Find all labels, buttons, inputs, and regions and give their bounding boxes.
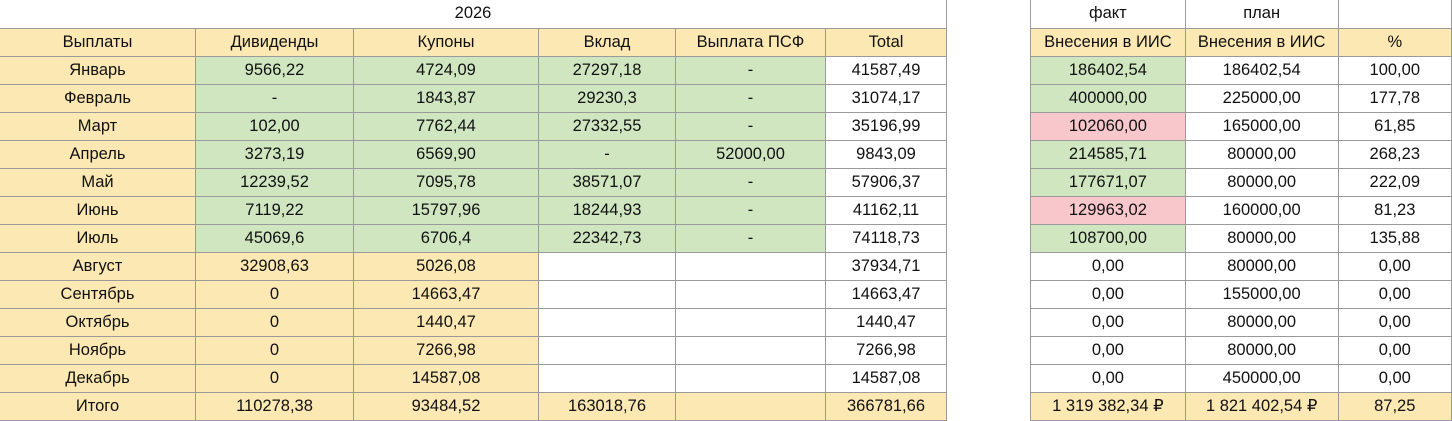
dividends-cell[interactable]: 45069,6 <box>196 224 354 252</box>
plan-iis-cell[interactable]: 155000,00 <box>1185 280 1338 308</box>
total-cell[interactable]: 41162,11 <box>826 196 947 224</box>
deposit-cell[interactable]: 38571,07 <box>539 168 676 196</box>
percent-cell[interactable]: 135,88 <box>1338 224 1451 252</box>
col-header-total[interactable]: Total <box>826 28 947 56</box>
total-cell[interactable]: 31074,17 <box>826 84 947 112</box>
fact-iis-cell[interactable]: 0,00 <box>1031 308 1186 336</box>
deposit-cell[interactable]: 29230,3 <box>539 84 676 112</box>
percent-cell[interactable]: 177,78 <box>1338 84 1451 112</box>
fact-iis-cell[interactable]: 102060,00 <box>1031 112 1186 140</box>
total-cell[interactable]: 41587,49 <box>826 56 947 84</box>
percent-cell[interactable]: 81,23 <box>1338 196 1451 224</box>
deposit-cell[interactable] <box>539 364 676 392</box>
table-row <box>0 112 947 140</box>
plan-iis-cell[interactable]: 80000,00 <box>1185 168 1338 196</box>
total-cell[interactable]: 74118,73 <box>826 224 947 252</box>
percent-cell[interactable]: 268,23 <box>1338 140 1451 168</box>
psf-cell[interactable]: - <box>676 56 826 84</box>
table-row <box>0 196 947 224</box>
deposit-cell[interactable]: 27297,18 <box>539 56 676 84</box>
table-row <box>1031 308 1452 336</box>
table-row <box>0 280 947 308</box>
percent-cell[interactable]: 0,00 <box>1338 280 1451 308</box>
table-row <box>0 56 947 84</box>
coupons-cell[interactable]: 14663,47 <box>354 280 539 308</box>
deposit-cell[interactable] <box>539 280 676 308</box>
psf-cell[interactable] <box>676 280 826 308</box>
year-header[interactable]: 2026 <box>0 0 947 28</box>
psf-cell[interactable]: - <box>676 168 826 196</box>
coupons-cell[interactable]: 7095,78 <box>354 168 539 196</box>
fact-iis-cell[interactable]: 177671,07 <box>1031 168 1186 196</box>
psf-cell[interactable]: - <box>676 112 826 140</box>
psf-cell[interactable] <box>676 336 826 364</box>
coupons-cell[interactable]: 1843,87 <box>354 84 539 112</box>
month-cell[interactable]: Февраль <box>0 84 196 112</box>
deposit-cell[interactable] <box>539 308 676 336</box>
col-header-coupons[interactable]: Купоны <box>354 28 539 56</box>
table-row <box>1031 112 1452 140</box>
deposit-cell[interactable] <box>539 336 676 364</box>
total-cell[interactable]: 35196,99 <box>826 112 947 140</box>
fact-iis-cell[interactable]: 129963,02 <box>1031 196 1186 224</box>
fact-iis-cell[interactable]: 214585,71 <box>1031 140 1186 168</box>
month-cell[interactable]: Май <box>0 168 196 196</box>
dividends-cell[interactable]: 0 <box>196 364 354 392</box>
deposit-cell[interactable]: 22342,73 <box>539 224 676 252</box>
total-cell[interactable]: 1440,47 <box>826 308 947 336</box>
table-row <box>0 252 947 280</box>
fact-iis-cell[interactable]: 108700,00 <box>1031 224 1186 252</box>
psf-cell[interactable] <box>676 308 826 336</box>
totals-percent[interactable]: 87,25 <box>1338 392 1451 420</box>
plan-iis-cell[interactable]: 225000,00 <box>1185 84 1338 112</box>
coupons-cell[interactable]: 7266,98 <box>354 336 539 364</box>
percent-cell[interactable]: 61,85 <box>1338 112 1451 140</box>
col-header-fact-iis[interactable]: Внесения в ИИС <box>1031 28 1186 56</box>
iis-contributions-table <box>1030 0 1452 421</box>
month-cell[interactable]: Июль <box>0 224 196 252</box>
month-cell[interactable]: Январь <box>0 56 196 84</box>
coupons-cell[interactable]: 6706,4 <box>354 224 539 252</box>
total-cell[interactable]: 14663,47 <box>826 280 947 308</box>
col-header-deposit[interactable]: Вклад <box>539 28 676 56</box>
dividends-cell[interactable]: 9566,22 <box>196 56 354 84</box>
table-row <box>0 140 947 168</box>
table-row <box>0 336 947 364</box>
totals-dividends[interactable]: 110278,38 <box>196 392 354 420</box>
table-row <box>1031 168 1452 196</box>
fact-iis-cell[interactable]: 186402,54 <box>1031 56 1186 84</box>
table-row <box>1031 84 1452 112</box>
table-row <box>1031 196 1452 224</box>
totals-psf[interactable] <box>676 392 826 420</box>
percent-cell[interactable]: 100,00 <box>1338 56 1451 84</box>
dividends-cell[interactable]: 102,00 <box>196 112 354 140</box>
plan-iis-cell[interactable]: 80000,00 <box>1185 140 1338 168</box>
psf-cell[interactable]: - <box>676 84 826 112</box>
coupons-cell[interactable]: 4724,09 <box>354 56 539 84</box>
plan-iis-cell[interactable]: 165000,00 <box>1185 112 1338 140</box>
month-cell[interactable]: Ноябрь <box>0 336 196 364</box>
deposit-cell[interactable] <box>539 252 676 280</box>
dividends-cell[interactable]: 7119,22 <box>196 196 354 224</box>
percent-cell[interactable]: 0,00 <box>1338 252 1451 280</box>
month-cell[interactable]: Март <box>0 112 196 140</box>
totals-deposit[interactable]: 163018,76 <box>539 392 676 420</box>
table-row <box>0 84 947 112</box>
dividends-cell[interactable]: 0 <box>196 336 354 364</box>
coupons-cell[interactable]: 15797,96 <box>354 196 539 224</box>
dividends-cell[interactable]: - <box>196 84 354 112</box>
total-cell[interactable]: 37934,71 <box>826 252 947 280</box>
table-row <box>1031 252 1452 280</box>
fact-iis-cell[interactable]: 0,00 <box>1031 280 1186 308</box>
month-cell[interactable]: Август <box>0 252 196 280</box>
plan-iis-cell[interactable]: 80000,00 <box>1185 308 1338 336</box>
table-row <box>1031 336 1452 364</box>
fact-iis-cell[interactable]: 0,00 <box>1031 336 1186 364</box>
plan-iis-cell[interactable]: 160000,00 <box>1185 196 1338 224</box>
col-header-percent[interactable]: % <box>1338 28 1451 56</box>
fact-iis-cell[interactable]: 400000,00 <box>1031 84 1186 112</box>
plan-iis-cell[interactable]: 450000,00 <box>1185 364 1338 392</box>
coupons-cell[interactable]: 1440,47 <box>354 308 539 336</box>
psf-cell[interactable] <box>676 252 826 280</box>
deposit-cell[interactable]: 27332,55 <box>539 112 676 140</box>
dividends-cell[interactable]: 0 <box>196 308 354 336</box>
totals-total[interactable]: 366781,66 <box>826 392 947 420</box>
table-row <box>0 308 947 336</box>
percent-cell[interactable]: 222,09 <box>1338 168 1451 196</box>
plan-iis-cell[interactable]: 80000,00 <box>1185 224 1338 252</box>
table-row <box>1031 56 1452 84</box>
table-row <box>1031 280 1452 308</box>
totals-coupons[interactable]: 93484,52 <box>354 392 539 420</box>
plan-iis-cell[interactable]: 80000,00 <box>1185 336 1338 364</box>
coupons-cell[interactable]: 5026,08 <box>354 252 539 280</box>
deposit-cell[interactable]: - <box>539 140 676 168</box>
percent-cell[interactable]: 0,00 <box>1338 308 1451 336</box>
group-header-plan[interactable]: план <box>1185 0 1338 28</box>
deposit-cell[interactable]: 18244,93 <box>539 196 676 224</box>
psf-cell[interactable] <box>676 364 826 392</box>
group-header-empty[interactable] <box>1338 0 1451 28</box>
total-cell[interactable]: 9843,09 <box>826 140 947 168</box>
table-row <box>1031 140 1452 168</box>
psf-cell[interactable]: 52000,00 <box>676 140 826 168</box>
table-row <box>1031 364 1452 392</box>
table-row <box>0 364 947 392</box>
col-header-dividends[interactable]: Дивиденды <box>196 28 354 56</box>
fact-iis-cell[interactable]: 0,00 <box>1031 364 1186 392</box>
dividends-cell[interactable]: 3273,19 <box>196 140 354 168</box>
plan-iis-cell[interactable]: 186402,54 <box>1185 56 1338 84</box>
total-cell[interactable]: 7266,98 <box>826 336 947 364</box>
plan-iis-cell[interactable]: 80000,00 <box>1185 252 1338 280</box>
month-cell[interactable]: Июнь <box>0 196 196 224</box>
fact-iis-cell[interactable]: 0,00 <box>1031 252 1186 280</box>
col-header-payouts[interactable]: Выплаты <box>0 28 196 56</box>
month-cell[interactable]: Апрель <box>0 140 196 168</box>
dividends-cell[interactable]: 32908,63 <box>196 252 354 280</box>
percent-cell[interactable]: 0,00 <box>1338 336 1451 364</box>
table-row <box>0 224 947 252</box>
col-header-plan-iis[interactable]: Внесения в ИИС <box>1185 28 1338 56</box>
coupons-cell[interactable]: 7762,44 <box>354 112 539 140</box>
month-cell[interactable]: Октябрь <box>0 308 196 336</box>
total-cell[interactable]: 14587,08 <box>826 364 947 392</box>
totals-label[interactable]: Итого <box>0 392 196 420</box>
psf-cell[interactable]: - <box>676 224 826 252</box>
total-cell[interactable]: 57906,37 <box>826 168 947 196</box>
dividends-cell[interactable]: 12239,52 <box>196 168 354 196</box>
totals-fact[interactable]: 1 319 382,34 ₽ <box>1031 392 1186 420</box>
coupons-cell[interactable]: 14587,08 <box>354 364 539 392</box>
group-header-fact[interactable]: факт <box>1031 0 1186 28</box>
percent-cell[interactable]: 0,00 <box>1338 364 1451 392</box>
table-row <box>1031 224 1452 252</box>
col-header-psf[interactable]: Выплата ПСФ <box>676 28 826 56</box>
dividends-cell[interactable]: 0 <box>196 280 354 308</box>
totals-plan[interactable]: 1 821 402,54 ₽ <box>1185 392 1338 420</box>
psf-cell[interactable]: - <box>676 196 826 224</box>
table-row <box>0 168 947 196</box>
month-cell[interactable]: Сентябрь <box>0 280 196 308</box>
month-cell[interactable]: Декабрь <box>0 364 196 392</box>
coupons-cell[interactable]: 6569,90 <box>354 140 539 168</box>
